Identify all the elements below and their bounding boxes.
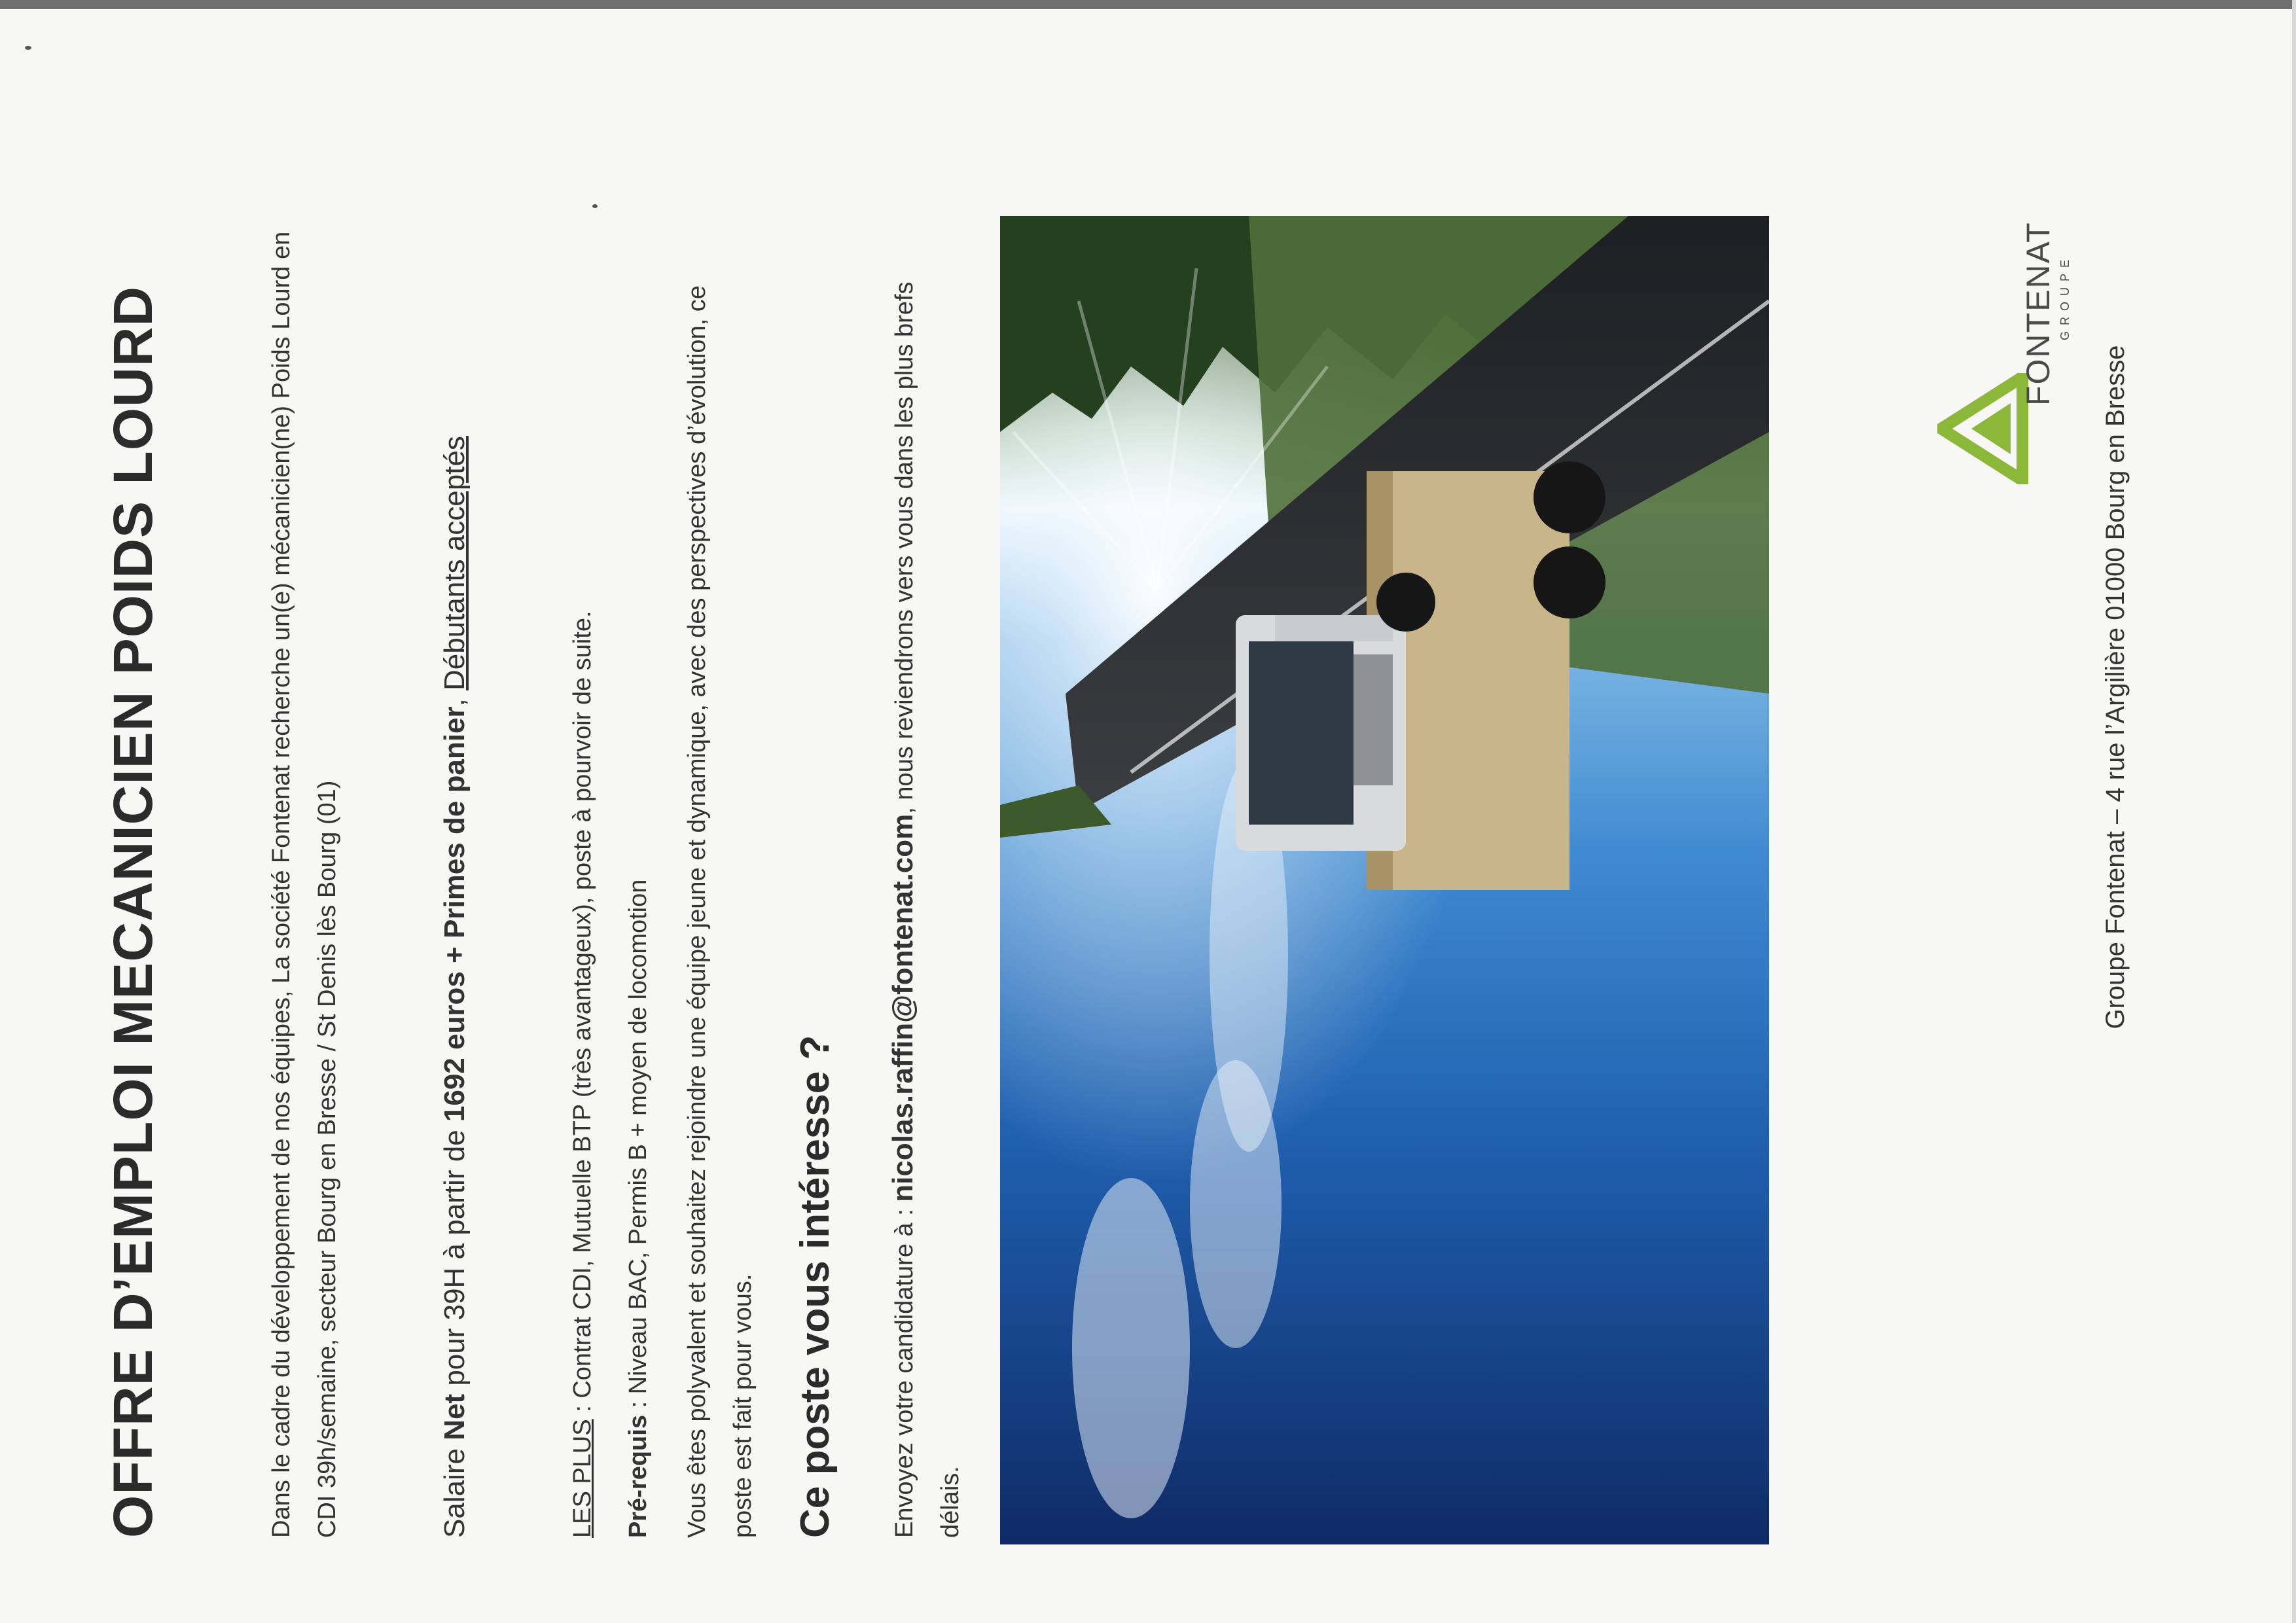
profile-line-1: Vous êtes polyvalent et souhaitez rejoindre une équipe jeune et dynamique, avec des perspectives d’évolution, ce [683,285,711,1538]
prerequisites-paragraph [615,111,661,1538]
profile-paragraph [674,111,766,1538]
logo-subtitle: GROUPE [2058,253,2072,340]
beginners-accepted: Débutants acceptés [439,436,471,690]
plus-label: LES PLUS [569,1419,596,1538]
intro-paragraph [259,111,350,1538]
prerequisites-text: : Niveau BAC, Permis B + moyen de locomotion [624,879,652,1416]
salary-paragraph [432,111,478,1538]
apply-suffix: , nous reviendrons vers vous dans les plus brefs [891,281,918,814]
intro-line-2: CDI 39h/semaine, secteur Bourg en Bresse / St Denis lès Bourg (01) [314,780,341,1538]
salary-prefix: Salaire [439,1440,471,1538]
apply-prefix: Envoyez votre candidature à : [891,1202,918,1538]
page-title: OFFRE D’EMPLOI MECANICIEN POIDS LOURD [102,285,164,1538]
salary-separator: , [439,690,471,707]
truck-on-road-illustration [1000,216,1769,1544]
prerequisites-label: Pré-requis [624,1415,652,1538]
truck-photo [1000,216,1769,1544]
fontenat-logo [1937,221,2088,484]
apply-line-2: délais. [937,1466,964,1538]
triangle-logo-icon [1937,373,2029,484]
plus-text: : Contrat CDI, Mutuelle BTP (très avantageux), poste à pourvoir de suite. [569,611,596,1419]
company-address: Groupe Fontenat – 4 rue l’Argilière 01000 Bourg en Bresse [2101,345,2130,1029]
profile-line-2: poste est fait pour vous. [729,1274,757,1538]
logo-name: FONTENAT [2020,221,2056,406]
apply-email-link[interactable]: nicolas.raffin@fontenat.com [887,813,919,1202]
salary-amount: 1692 euros + Primes de panier [439,706,471,1122]
plus-paragraph [560,111,605,1538]
salary-net: Net [439,1393,471,1440]
cta-heading: Ce poste vous intéresse ? [793,1035,838,1538]
salary-middle: pour 39H à partir de [439,1122,471,1394]
apply-paragraph [880,111,973,1538]
intro-line-1: Dans le cadre du développement de nos équipes, La société Fontenat recherche un(e) mécanicien(ne) Poids Lourd en [268,231,295,1538]
